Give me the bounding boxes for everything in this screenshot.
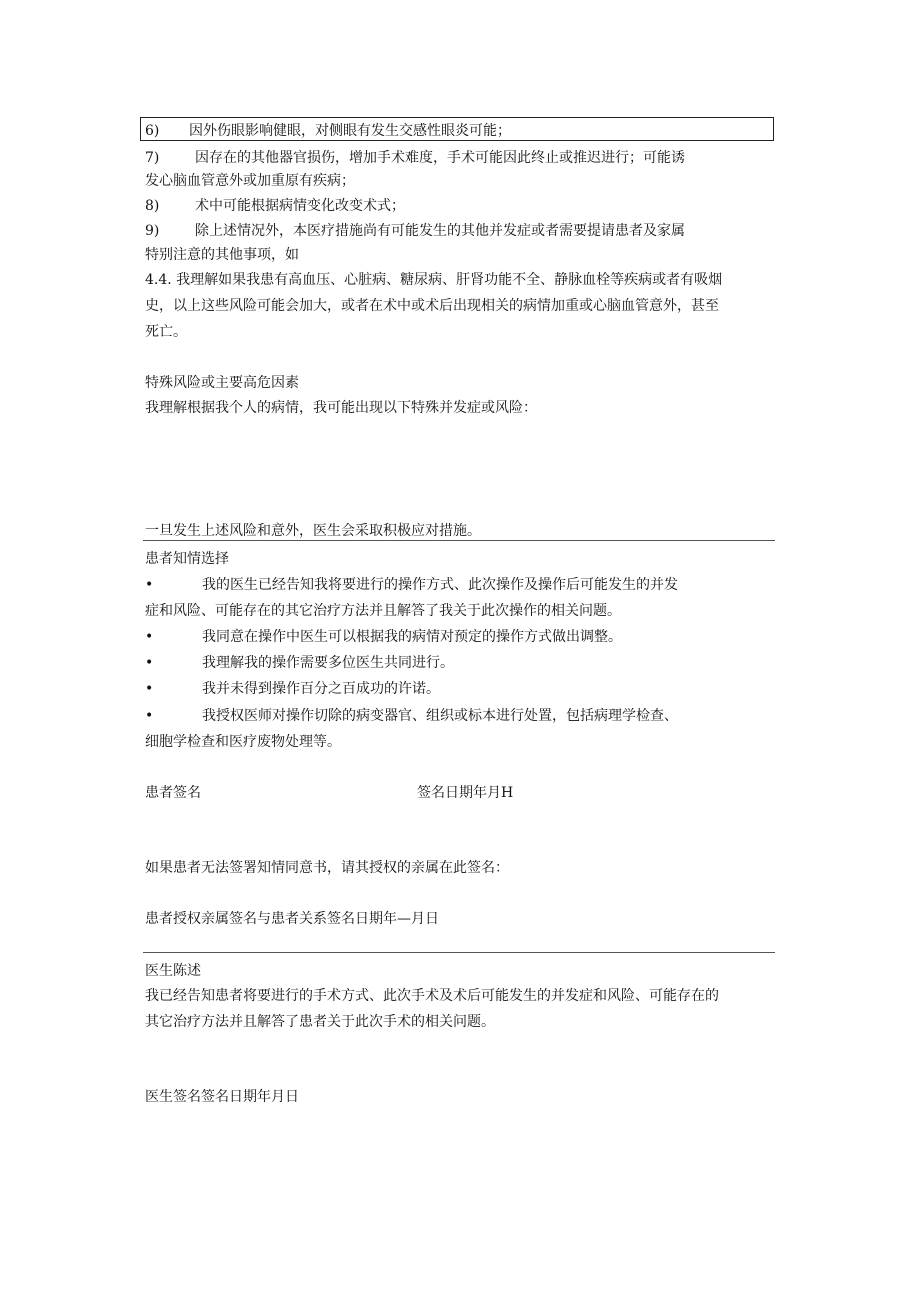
risk-item-9 — [145, 221, 685, 241]
choice-item-2 — [145, 627, 622, 647]
risk-number: 6) — [145, 123, 160, 139]
choice-text: 我同意在操作中医生可以根据我的病情对预定的操作方式做出调整。 — [202, 629, 622, 645]
risk-item-9-continued: 特别注意的其他事项，如 — [145, 247, 299, 263]
choice-item-4 — [145, 679, 440, 699]
risk-item-7 — [145, 148, 685, 168]
doctor-signature-line: 医生签名签名日期年月日 — [145, 1089, 299, 1105]
bullet-icon: • — [145, 681, 154, 697]
risk-text: 术中可能根据病情变化改变术式； — [195, 198, 405, 214]
choice-text: 我理解我的操作需要多位医生共同进行。 — [202, 655, 454, 671]
section-divider — [143, 540, 775, 541]
risk-number: 9) — [145, 223, 160, 239]
special-risk-heading: 特殊风险或主要高危因素 — [145, 375, 299, 391]
patient-choice-heading: 患者知情选择 — [145, 551, 229, 567]
patient-signature-label: 患者签名 — [145, 785, 201, 801]
risk-item-8 — [145, 196, 405, 216]
bullet-icon: • — [145, 655, 154, 671]
doctor-statement-heading: 医生陈述 — [145, 963, 201, 979]
choice-item-5-continued: 细胞学检查和医疗废物处理等。 — [145, 734, 341, 750]
risk-text: 因外伤眼影响健眼，对侧眼有发生交感性眼炎可能； — [189, 123, 511, 139]
choice-item-3 — [145, 653, 454, 673]
bullet-icon: • — [145, 629, 154, 645]
risk-number: 8) — [145, 198, 160, 214]
choice-item-1-continued: 症和风险、可能存在的其它治疗方法并且解答了我关于此次操作的相关问题。 — [145, 603, 621, 619]
choice-text: 我并未得到操作百分之百成功的许诺。 — [202, 681, 440, 697]
clause-4-4-line-1: 4.4. 我理解如果我患有高血压、心脏病、糖尿病、肝肾功能不全、静脉血栓等疾病或者有吸烟 — [145, 272, 723, 288]
signature-date-label: 签名日期年月H — [417, 785, 514, 801]
choice-item-5 — [145, 706, 678, 726]
bullet-icon: • — [145, 577, 154, 593]
choice-text: 我授权医师对操作切除的病变器官、组织或标本进行处置，包括病理学检查、 — [202, 708, 678, 724]
risk-item-7-continued: 发心脑血管意外或加重原有疾病； — [145, 173, 355, 189]
proxy-signature-note: 如果患者无法签署知情同意书，请其授权的亲属在此签名： — [145, 860, 509, 876]
special-risk-closing: 一旦发生上述风险和意外，医生会采取积极应对措施。 — [145, 523, 481, 539]
doctor-statement-line-1: 我已经告知患者将要进行的手术方式、此次手术及术后可能发生的并发症和风险、可能存在的 — [145, 988, 719, 1004]
doctor-statement-line-2: 其它治疗方法并且解答了患者关于此次手术的相关问题。 — [145, 1014, 495, 1030]
choice-item-1 — [145, 575, 678, 595]
proxy-signature-line: 患者授权亲属签名与患者关系签名日期年—月日 — [145, 911, 439, 927]
clause-4-4-line-2: 史，以上这些风险可能会加大，或者在术中或术后出现相关的病情加重或心脑血管意外，甚至 — [145, 298, 719, 314]
special-risk-intro: 我理解根据我个人的病情，我可能出现以下特殊并发症或风险： — [145, 400, 537, 416]
choice-text: 我的医生已经告知我将要进行的操作方式、此次操作及操作后可能发生的并发 — [202, 577, 678, 593]
section-divider — [143, 952, 775, 953]
risk-text: 除上述情况外，本医疗措施尚有可能发生的其他并发症或者需要提请患者及家属 — [195, 223, 685, 239]
clause-4-4-line-3: 死亡。 — [145, 324, 187, 340]
risk-item-6 — [145, 121, 511, 141]
risk-text: 因存在的其他器官损伤，增加手术难度，手术可能因此终止或推迟进行；可能诱 — [195, 150, 685, 166]
risk-number: 7) — [145, 150, 160, 166]
bullet-icon: • — [145, 708, 154, 724]
